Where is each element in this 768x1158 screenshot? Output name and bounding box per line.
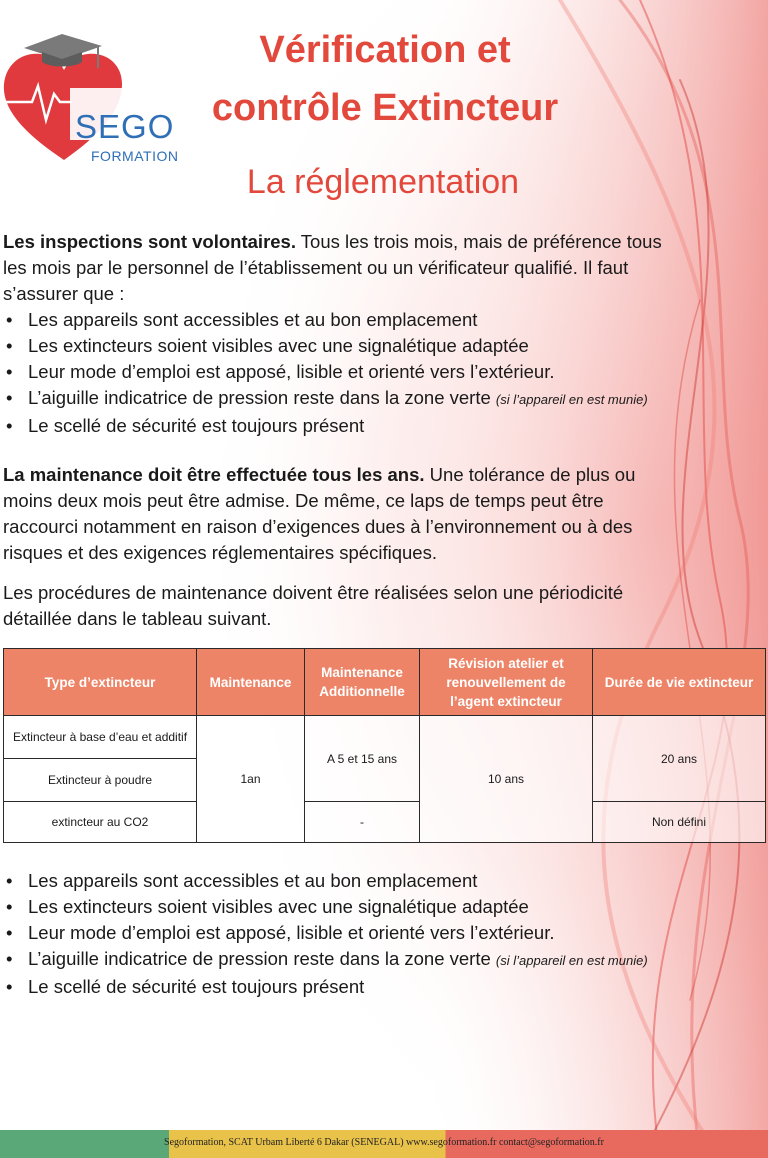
revision-cell: 10 ans	[420, 716, 593, 843]
table-row	[4, 802, 766, 843]
header-lifespan: Durée de vie extincteur	[593, 649, 766, 716]
row-water: Extincteur à base d’eau et additif	[4, 716, 197, 759]
title-line-1: Vérification et	[259, 29, 511, 71]
logo-brand: SEGO	[75, 108, 175, 145]
table-row	[4, 716, 766, 759]
sego-logo	[2, 24, 182, 164]
summary-checklist	[3, 868, 743, 1000]
inspections-paragraph: Les inspections sont volontaires. Tous les trois mois, mais de préférence tous les mois par le personnel de l’établissement ou un vérificateur qualifié. Il faut s’assurer que :	[3, 231, 662, 304]
list-item: • L’aiguille indicatrice de pression reste dans la zone verte (si l’appareil en est munie)	[6, 387, 648, 408]
header-maintenance: Maintenance	[197, 649, 305, 716]
header-type: Type d’extincteur	[4, 649, 197, 716]
page-title	[190, 21, 580, 137]
maintenance-cell: 1an	[197, 716, 305, 843]
lifespan-co2-cell: Non défini	[593, 802, 766, 843]
procedures-paragraph: Les procédures de maintenance doivent être réalisées selon une périodicité détaillée dans le tableau suivant.	[3, 582, 624, 629]
inspections-lead: Les inspections sont volontaires.	[3, 231, 296, 252]
inspection-checklist	[3, 307, 743, 439]
list-item: • Le scellé de sécurité est toujours présent	[6, 976, 365, 997]
list-item: • Les extincteurs soient visibles avec une signalétique adaptée	[6, 335, 529, 356]
row-powder: Extincteur à poudre	[4, 759, 197, 802]
maintenance-lead: La maintenance doit être effectuée tous les ans.	[3, 464, 425, 485]
title-line-2: contrôle Extincteur	[211, 87, 559, 129]
list-item: • Leur mode d’emploi est apposé, lisible et orienté vers l’extérieur.	[6, 361, 555, 382]
maintenance-paragraph: La maintenance doit être effectuée tous les ans. Une tolérance de plus ou moins deux mois peut être admise. De même, ce laps de temps peut être raccourci notamment en raison d’exigences dues à l’environnement ou à des risques et des exigences réglementaires spécifiques.	[3, 464, 636, 563]
list-item: • L’aiguille indicatrice de pression reste dans la zone verte (si l’appareil en est munie)	[6, 948, 648, 969]
list-item: • Les extincteurs soient visibles avec une signalétique adaptée	[6, 896, 529, 917]
page-subtitle: La réglementation	[246, 163, 520, 201]
list-item: • Les appareils sont accessibles et au bon emplacement	[6, 870, 478, 891]
header-additional: Maintenance Additionnelle	[305, 649, 420, 716]
additional-cell: A 5 et 15 ans	[305, 716, 420, 802]
list-item: • Leur mode d’emploi est apposé, lisible et orienté vers l’extérieur.	[6, 922, 555, 943]
list-item: • Les appareils sont accessibles et au bon emplacement	[6, 309, 478, 330]
footer-contact: Segoformation, SCAT Urbam Liberté 6 Dakar (SENEGAL) www.segoformation.fr contact@segoformation.fr	[164, 1137, 604, 1148]
additional-co2-cell: -	[305, 802, 420, 843]
logo-tagline: FORMATION	[91, 148, 179, 164]
lifespan-cell: 20 ans	[593, 716, 766, 802]
list-item: • Le scellé de sécurité est toujours présent	[6, 415, 365, 436]
row-co2: extincteur au CO2	[4, 802, 197, 843]
header-revision: Révision atelier et renouvellement de l’agent extincteur	[420, 649, 593, 716]
maintenance-table	[3, 648, 766, 843]
footer-bar	[0, 1130, 768, 1158]
